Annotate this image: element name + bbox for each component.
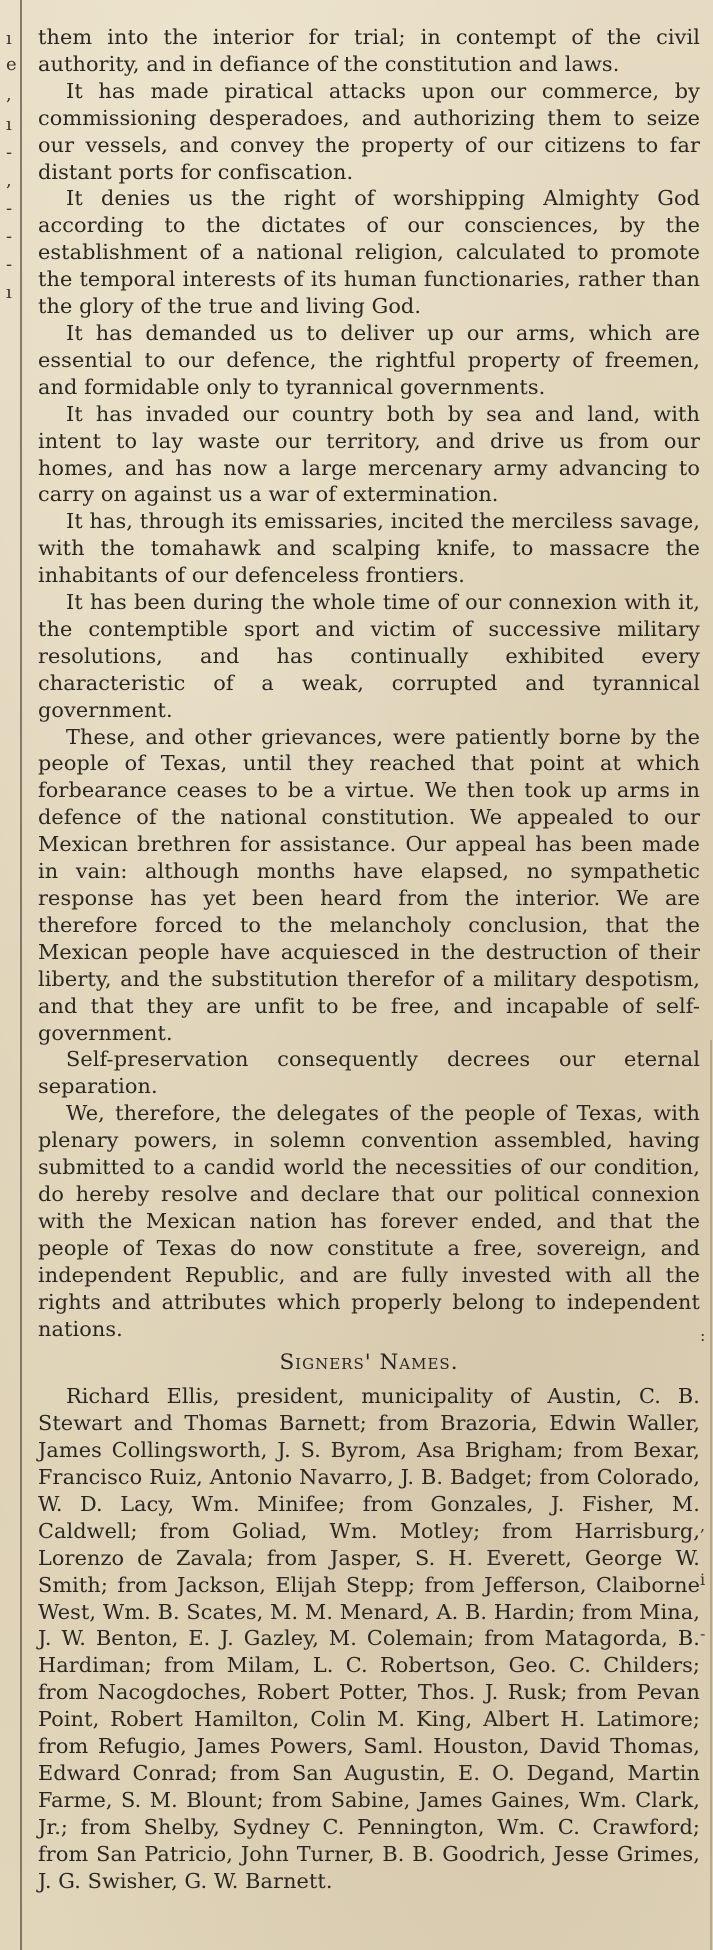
gutter-fragment: - xyxy=(6,142,13,163)
gutter-fragment: - xyxy=(6,254,13,275)
right-edge-fragment: : xyxy=(700,1326,706,1345)
signers-list: Richard Ellis, president, municipality of Austin, C. B. Stewart and Thomas Barnett; from Brazoria, Edwin Waller, James Collingsworth, J. S. Byrom, Asa Brigham; from Bexar, Francisco Ruiz, Antonio Navarro, J. B. Badget; from Colorado, W. D. Lacy, Wm. Minifee; from Gonzales, J. Fisher, M. Caldwell; from Goliad, Wm. Motley; from Harrisburg, Lorenzo de Zavala; from Jasper, S. H. Everett, George W. Smith; from Jackson, Elijah Stepp; from Jefferson, Claiborne West, Wm. B. Scates, M. M. Menard, A. B. Hardin; from Mina, J. W. Benton, E. J. Gazley, M. Colemain; from Matagorda, B. Hardiman; from Milam, L. C. Robertson, Geo. C. Childers; from Nacogdoches, Robert Potter, Thos. J. Rusk; from Pevan Point, Robert Hamilton, Colin M. King, Albert H. Latimore; from Refugio, James Powers, Saml. Houston, David Thomas, Edward Conrad; from San Augustin, E. O. Degand, Martin Farme, S. M. Blount; from Sabine, James Gaines, Wm. Clark, Jr.; from Shelby, Sydney C. Pennington, Wm. C. Crawford; from San Patricio, John Turner, B. B. Goodrich, Jesse Grimes, J. G. Swisher, G. W. Barnett. xyxy=(38,1384,700,1893)
grievance-piracy: It has made piratical attacks upon our commerce, by commissioning desperadoes, and authorizing them to seize our vessels, and convey the property of our citizens to far distant ports for confiscation. xyxy=(38,78,700,184)
right-edge-fragment: i xyxy=(700,1570,706,1589)
gutter-fragment: ı xyxy=(6,28,12,49)
right-edge-fragment: - xyxy=(700,1624,706,1643)
gutter-fragment: ı xyxy=(6,114,12,135)
article-column xyxy=(38,24,700,1895)
signers-heading: Signers' Names. xyxy=(279,1350,459,1376)
left-column-gutter xyxy=(0,0,22,1950)
paragraph-continuation: them into the interior for trial; in contempt of the civil authority, and in defiance of the constitution and laws. xyxy=(38,25,700,76)
column-rule xyxy=(20,0,22,1950)
gutter-fragment: , xyxy=(6,84,12,105)
right-column-rule xyxy=(710,1040,712,1950)
paragraph-declaration: We, therefore, the delegates of the people of Texas, with plenary powers, in solemn convention assembled, having submitted to a candid world the necessities of our condition, do hereby resolve and declare that our political connexion with the Mexican nation has forever ended, and that the people of Texas do now constitute a free, sovereign, and independent Republic, and are fully invested with all the rights and attributes which properly belong to independent nations. xyxy=(38,1101,700,1341)
grievance-arms: It has demanded us to deliver up our arms, which are essential to our defence, the rightful property of freemen, and formidable only to tyrannical governments. xyxy=(38,320,700,399)
gutter-fragment: - xyxy=(6,226,13,247)
grievance-invasion: It has invaded our country both by sea and land, with intent to lay waste our territory, and drive us from our homes, and has now a large mercenary army advancing to carry on against us a war of extermination. xyxy=(38,401,700,507)
grievance-religion: It denies us the right of worshipping Almighty God according to the dictates of our consciences, by the establishment of a national religion, calculated to promote the temporal interests of its human functionaries, rather than the glory of the true and living God. xyxy=(38,186,700,319)
gutter-fragment: ı xyxy=(6,282,12,303)
paragraph-grievances-borne: These, and other grievances, were patiently borne by the people of Texas, until they reached that point at which forbearance ceases to be a virtue. We then took up arms in defence of the national constitution. We appealed to our Mexican brethren for assistance. Our appeal has been made in vain: although months have elapsed, no sympathetic response has yet been heard from the interior. We are therefore forced to the melancholy conclusion, that the Mexican people have acquiesced in the destruction of their liberty, and the substitution therefor of a military despotism, and that they are unfit to be free, and incapable of self-government. xyxy=(38,724,700,1045)
gutter-fragment: e xyxy=(6,54,17,75)
gutter-fragment: - xyxy=(6,198,13,219)
grievance-revolutions: It has been during the whole time of our connexion with it, the contemptible sport and victim of successive military resolutions, and has continually exhibited every characteristic of a weak, corrupted and tyrannical government. xyxy=(38,590,700,722)
grievance-savages: It has, through its emissaries, incited the merciless savage, with the tomahawk and scalping knife, to massacre the inhabitants of our defenceless frontiers. xyxy=(38,509,700,588)
paragraph-self-preservation: Self-preservation consequently decrees our eternal separation. xyxy=(38,1047,700,1099)
gutter-fragment: , xyxy=(6,170,12,191)
right-edge-fragment: , xyxy=(700,1516,706,1535)
